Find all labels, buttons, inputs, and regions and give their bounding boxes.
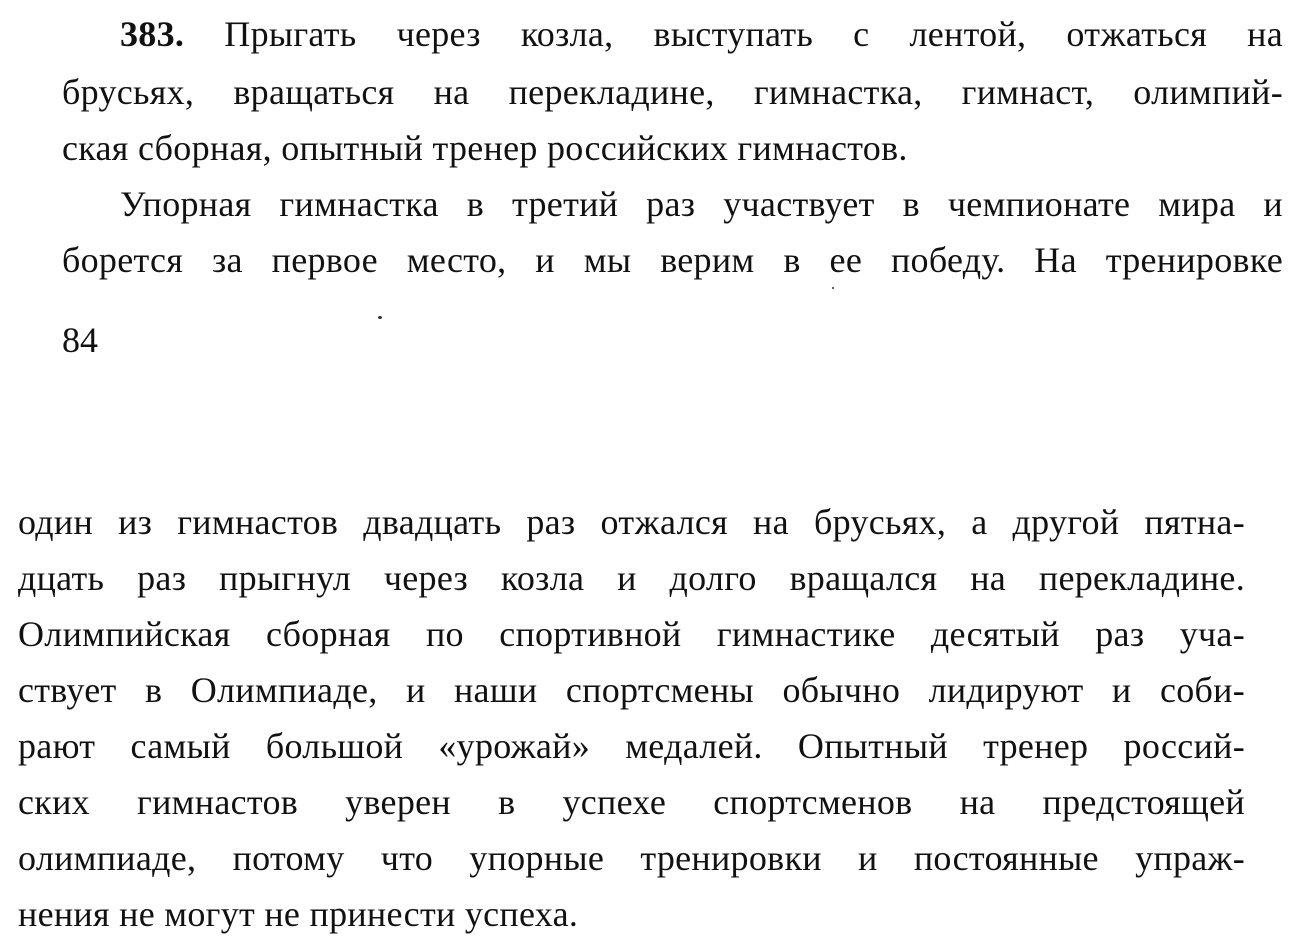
paragraph-bottom-line-3: Олимпийская сборная по спортивной гимнастике десятый раз уча-: [18, 614, 1245, 654]
scan-speck: [378, 316, 382, 319]
paragraph-bottom-line-1: один из гимнастов двадцать раз отжался на брусьях, а другой пятна-: [18, 502, 1245, 542]
paragraph-bottom-line-8: нения не могут не принести успеха.: [18, 894, 579, 934]
paragraph-bottom-line-6: ских гимнастов уверен в успехе спортсменов на предстоящей: [18, 782, 1245, 822]
scan-speck: [832, 287, 834, 289]
paragraph-bottom-line-2: дцать раз прыгнул через козла и долго вращался на перекладине.: [18, 558, 1245, 598]
paragraph-bottom-line-5: рают самый большой «урожай» медалей. Опытный тренер россий-: [18, 726, 1245, 766]
paragraph-bottom-line-4: ствует в Олимпиаде, и наши спортсмены обычно лидируют и соби-: [18, 670, 1245, 710]
paragraph-bottom-line-7: олимпиаде, потому что упорные тренировки и постоянные упраж-: [18, 838, 1245, 878]
exercise-line-2: брусьях, вращаться на перекладине, гимнастка, гимнаст, олимпий-: [62, 72, 1283, 112]
exercise-line-1: [120, 12, 1283, 56]
exercise-first-line-text: Прыгать через козла, выступать с лентой, отжаться на: [224, 14, 1283, 54]
exercise-line-3: ская сборная, опытный тренер российских гимнастов.: [62, 128, 908, 168]
exercise-number: 383.: [120, 14, 185, 54]
page-number: 84: [62, 320, 98, 360]
paragraph-top-line-2: борется за первое место, и мы верим в ее победу. На тренировке: [62, 240, 1283, 280]
paragraph-top-line-1: Упорная гимнастка в третий раз участвует в чемпионате мира и: [120, 184, 1283, 224]
